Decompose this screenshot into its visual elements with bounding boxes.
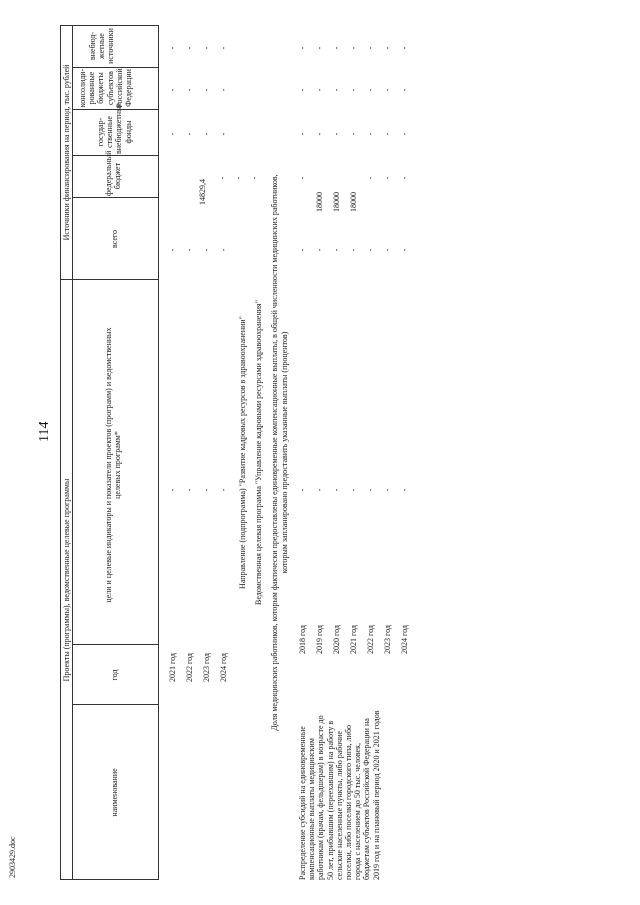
row-year: 2020 год (332, 625, 341, 654)
row-regional: - (315, 88, 324, 92)
row-state-funds: - (185, 132, 194, 136)
row-state-funds: - (383, 132, 392, 136)
row-federal: - (218, 176, 227, 180)
second-block-description: Распределение субсидий на единовременные компенсационные выплаты медицинским работникам (врачам, фельдшерам) в возрасте до 50 лет, прибывшим (переехавшим) на работу в сельские населенные пункты, либо рабочие поселки, либо поселки городского типа, либо города с населением до 50 тыс. человек, бюджетам субъектов Российской Федерации на 2019 год и на плановый период 2020 и 2021 годов (298, 710, 381, 880)
row-federal: 18000 (349, 192, 358, 212)
file-name: 2903429.doc (8, 836, 17, 878)
row-federal: - (400, 176, 409, 180)
row-regional: - (185, 88, 194, 92)
row-targets: - (366, 488, 375, 492)
row-federal: - (383, 176, 392, 180)
row-extra: - (383, 46, 392, 50)
col-header-total: всего (110, 230, 119, 249)
table-header-bottom-border (158, 25, 159, 880)
col-header-name: наименование (110, 768, 119, 817)
page-number: 114 (37, 421, 52, 442)
row-state-funds: - (400, 132, 409, 136)
row-regional: - (298, 88, 307, 92)
col-header-extra: внебюд-жетные источники (88, 28, 116, 64)
row-regional: - (219, 88, 228, 92)
row-federal: - (366, 176, 375, 180)
row-federal: 18000 (332, 192, 341, 212)
col-header-federal: федеральный бюджет (104, 150, 123, 196)
row-year: 2024 год (400, 625, 409, 654)
row-state-funds: - (219, 132, 228, 136)
row-regional: - (168, 88, 177, 92)
row-extra: - (349, 46, 358, 50)
row-extra: - (219, 46, 228, 50)
section-indicator-line-1: Доля медицинских работников, которым фактически предоставлены единовременные компенсационные выплаты, в общей численности медицинских работников, (270, 174, 279, 731)
row-targets: - (349, 488, 358, 492)
table-top-border (60, 25, 61, 880)
row-total: - (383, 248, 392, 252)
row-federal: 14829,4 (198, 179, 207, 205)
row-extra: - (332, 46, 341, 50)
row-total: - (349, 248, 358, 252)
row-extra: - (315, 46, 324, 50)
row-year: 2023 год (383, 625, 392, 654)
row-targets: - (219, 488, 228, 492)
row-targets: - (185, 488, 194, 492)
row-year: 2021 год (168, 653, 177, 682)
row-regional: - (349, 88, 358, 92)
row-total: - (298, 248, 307, 252)
row-total: - (315, 248, 324, 252)
row-regional: - (366, 88, 375, 92)
row-targets: - (298, 488, 307, 492)
group-header-sources: Источники финансирования на период, тыс. рублей (62, 64, 71, 241)
row-state-funds: - (168, 132, 177, 136)
row-state-funds: - (349, 132, 358, 136)
row-targets: - (332, 488, 341, 492)
row-state-funds: - (366, 132, 375, 136)
table-left-border (60, 879, 158, 880)
row-state-funds: - (315, 132, 324, 136)
section-indicator-line-2: которым запланировано предоставить указанные выплаты (процентов) (280, 331, 289, 574)
row-targets: - (400, 488, 409, 492)
row-total: - (185, 248, 194, 252)
col-header-year: год (110, 669, 119, 681)
row-state-funds: - (202, 132, 211, 136)
row-regional: - (332, 88, 341, 92)
row-extra: - (202, 46, 211, 50)
row-year: 2022 год (185, 653, 194, 682)
row-year: 2024 год (219, 653, 228, 682)
row-total: - (332, 248, 341, 252)
financing-table (58, 25, 578, 880)
row-extra: - (168, 46, 177, 50)
row-federal: - (250, 176, 259, 180)
row-targets: - (168, 488, 177, 492)
row-year: 2022 год (366, 625, 375, 654)
group-header-divider (72, 25, 73, 880)
row-targets: - (383, 488, 392, 492)
section-direction-heading: Направление (подпрограмма) "Развитие кадровых ресурсов в здравоохранении" (238, 316, 247, 589)
row-federal: - (298, 176, 307, 180)
row-year: 2021 год (349, 625, 358, 654)
row-extra: - (298, 46, 307, 50)
row-federal: 18000 (315, 192, 324, 212)
row-extra: - (400, 46, 409, 50)
row-total: - (219, 248, 228, 252)
row-extra: - (185, 46, 194, 50)
section-program-heading: Ведомственная целевая программа "Управление кадровыми ресурсами здравоохранения" (254, 300, 263, 605)
row-total: - (366, 248, 375, 252)
row-targets: - (202, 488, 211, 492)
col-header-state-funds: государ-ственные внебюджетные фонды (96, 103, 133, 154)
row-total: - (400, 248, 409, 252)
row-regional: - (383, 88, 392, 92)
row-state-funds: - (298, 132, 307, 136)
row-total: - (168, 248, 177, 252)
row-targets: - (315, 488, 324, 492)
row-extra: - (366, 46, 375, 50)
row-year: 2023 год (202, 653, 211, 682)
col-header-regional: консолиди-рованные бюджеты субъектов Российской Федерации (78, 68, 133, 108)
row-state-funds: - (332, 132, 341, 136)
col-header-targets: цели и целевые индикаторы и показатели проектов (программ) и ведомственных целевых программ* (104, 327, 123, 603)
row-federal: - (234, 176, 243, 180)
row-year: 2019 год (315, 625, 324, 654)
row-regional: - (400, 88, 409, 92)
col-divider-targets-total (60, 279, 158, 280)
row-total: - (202, 248, 211, 252)
group-header-projects: Проекты (программы), ведомственные целевые программы (62, 478, 71, 682)
row-year: 2018 год (298, 625, 307, 654)
row-regional: - (202, 88, 211, 92)
